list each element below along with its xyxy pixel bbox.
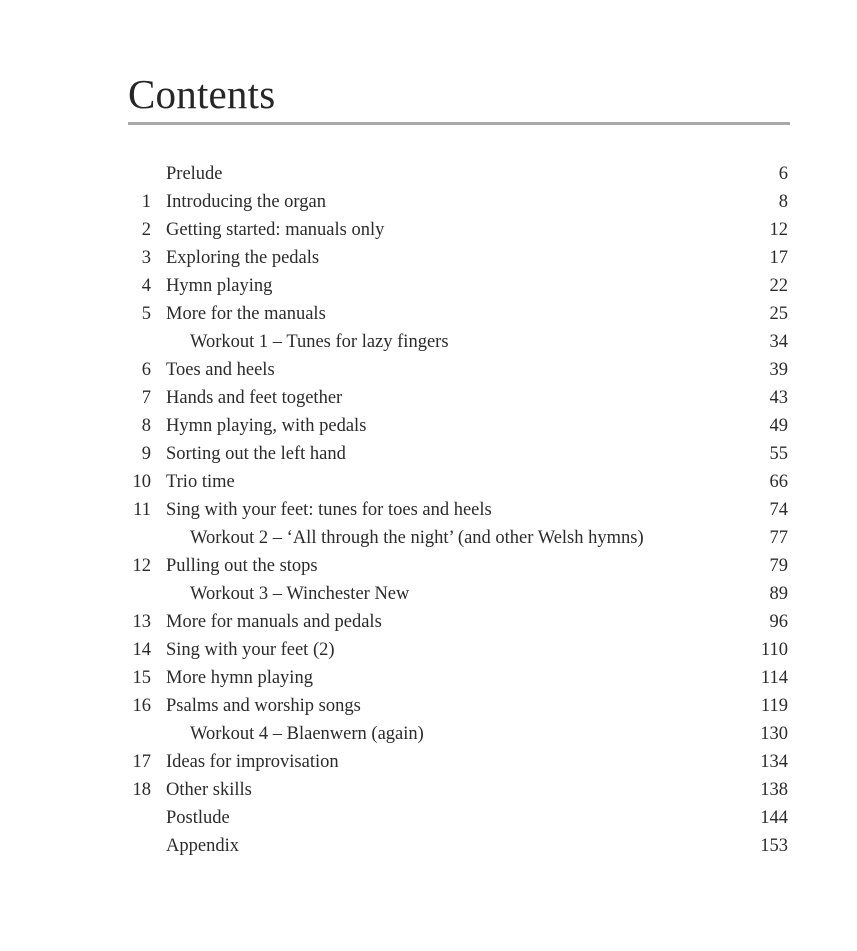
toc-entry [0, 468, 857, 496]
toc-entry [0, 496, 857, 524]
toc-entry [0, 356, 857, 384]
page-number: 153 [760, 836, 788, 856]
chapter-title: Ideas for improvisation [166, 752, 339, 772]
page-number: 6 [778, 164, 788, 184]
chapter-number: 9 [141, 444, 151, 464]
toc-entry [0, 384, 857, 412]
chapter-title: Hymn playing [166, 276, 273, 296]
toc-entry [0, 776, 857, 804]
chapter-title: Workout 2 – ‘All through the night’ (and other Welsh hymns) [190, 528, 644, 548]
chapter-title: Hands and feet together [166, 388, 343, 408]
page-number: 114 [760, 668, 788, 688]
title-rule [128, 122, 790, 125]
chapter-number: 11 [133, 500, 151, 520]
chapter-title: Workout 3 – Winchester New [190, 584, 410, 604]
toc-entry [0, 524, 857, 552]
chapter-number: 3 [141, 248, 151, 268]
toc-entry [0, 244, 857, 272]
page-number: 22 [769, 276, 788, 296]
chapter-title: More for manuals and pedals [166, 612, 382, 632]
chapter-title: Sing with your feet: tunes for toes and heels [166, 500, 492, 520]
chapter-number: 15 [132, 668, 151, 688]
toc-entry [0, 804, 857, 832]
chapter-title: Toes and heels [166, 360, 275, 380]
chapter-title: Sorting out the left hand [166, 444, 346, 464]
toc-entry [0, 440, 857, 468]
chapter-number: 7 [141, 388, 151, 408]
page-number: 39 [769, 360, 788, 380]
chapter-title: Psalms and worship songs [166, 696, 361, 716]
chapter-number: 13 [132, 612, 151, 632]
chapter-title: Postlude [166, 808, 230, 828]
page-number: 74 [769, 500, 788, 520]
chapter-title: More for the manuals [166, 304, 326, 324]
chapter-number: 14 [132, 640, 151, 660]
chapter-number: 5 [141, 304, 151, 324]
page-number: 110 [760, 640, 788, 660]
chapter-title: Hymn playing, with pedals [166, 416, 367, 436]
toc-entry [0, 748, 857, 776]
chapter-title: Appendix [166, 836, 239, 856]
page-number: 134 [760, 752, 788, 772]
page-number: 17 [769, 248, 788, 268]
toc-entry [0, 720, 857, 748]
toc-entry [0, 580, 857, 608]
chapter-number: 1 [141, 192, 151, 212]
toc-entry [0, 328, 857, 356]
page-number: 49 [769, 416, 788, 436]
toc-entry [0, 412, 857, 440]
page-number: 25 [769, 304, 788, 324]
chapter-number: 8 [141, 416, 151, 436]
chapter-title: Workout 4 – Blaenwern (again) [190, 724, 424, 744]
page-number: 43 [769, 388, 788, 408]
toc-entry [0, 664, 857, 692]
chapter-number: 10 [132, 472, 151, 492]
page-number: 66 [769, 472, 788, 492]
page-number: 34 [769, 332, 788, 352]
page-number: 89 [769, 584, 788, 604]
chapter-number: 6 [141, 360, 151, 380]
table-of-contents [0, 160, 857, 860]
toc-entry [0, 216, 857, 244]
chapter-title: Pulling out the stops [166, 556, 318, 576]
page-number: 119 [760, 696, 788, 716]
chapter-title: Introducing the organ [166, 192, 326, 212]
chapter-title: Workout 1 – Tunes for lazy fingers [190, 332, 449, 352]
chapter-title: More hymn playing [166, 668, 313, 688]
chapter-title: Prelude [166, 164, 223, 184]
page-number: 79 [769, 556, 788, 576]
toc-entry [0, 552, 857, 580]
toc-entry [0, 272, 857, 300]
toc-entry [0, 608, 857, 636]
toc-entry [0, 300, 857, 328]
page-number: 77 [769, 528, 788, 548]
chapter-title: Exploring the pedals [166, 248, 320, 268]
chapter-title: Trio time [166, 472, 235, 492]
chapter-number: 18 [132, 780, 151, 800]
chapter-number: 16 [132, 696, 151, 716]
chapter-number: 4 [141, 276, 151, 296]
toc-entry [0, 188, 857, 216]
page-number: 138 [760, 780, 788, 800]
chapter-title: Sing with your feet (2) [166, 640, 335, 660]
page-number: 96 [769, 612, 788, 632]
page-number: 8 [778, 192, 788, 212]
chapter-number: 12 [132, 556, 151, 576]
toc-entry [0, 160, 857, 188]
toc-entry [0, 832, 857, 860]
toc-entry [0, 636, 857, 664]
chapter-title: Getting started: manuals only [166, 220, 385, 240]
page-number: 144 [760, 808, 788, 828]
toc-entry [0, 692, 857, 720]
page-number: 130 [760, 724, 788, 744]
page-number: 12 [769, 220, 788, 240]
chapter-title: Other skills [166, 780, 252, 800]
chapter-number: 17 [132, 752, 151, 772]
chapter-number: 2 [141, 220, 151, 240]
page-number: 55 [769, 444, 788, 464]
page-title: Contents [128, 71, 276, 117]
